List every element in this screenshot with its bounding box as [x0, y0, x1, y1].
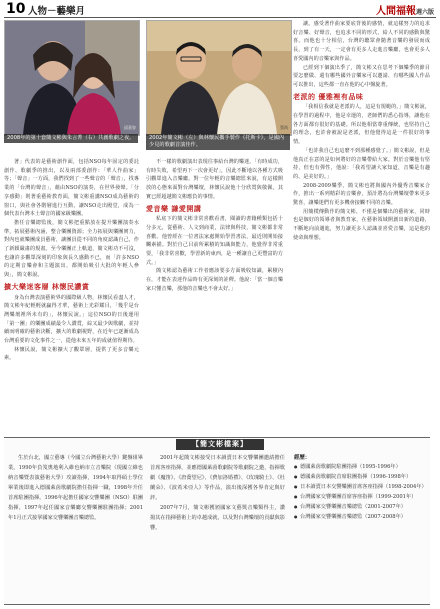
profile-box-title: 【簡文彬檔案】	[176, 439, 264, 450]
award-item: ● 台灣國家交響樂團首席客座指揮（1999-2001年）	[294, 492, 428, 502]
page-number: 10	[6, 1, 26, 17]
article-paragraph: 用簡樸傳動作的簡文彬，不僅是個樂出的藝術家，同時也是個好的領導者與教育家，在藝術領域開創出新的道路，不斷地向前邁進，努力讓更多人認識並喜愛音樂，這是他的使命與理想。	[293, 208, 430, 241]
awards-title: 經歷：	[294, 455, 311, 461]
award-item: ● 台灣國家交響樂團音樂總監（2001-2007年）	[294, 502, 428, 512]
article-paragraph: 簡文彬認為藝術工作者應該要多方面吸收知識，累積內在，才能在表達作品時有更深刻的詮釋。他說：「當一個音樂家只懂音樂，那他的音樂也不會太好。」	[146, 268, 283, 292]
photo-couple-illustration	[5, 21, 139, 135]
photo-credit: 邱嘉容	[124, 125, 136, 130]
photo-caption: 2002年簡文彬（左）與林懷民攜手製作《托斯卡》，是國內少見的歌劇首演佳作。	[146, 134, 290, 150]
photo-caption: 2008年的第十套簡文彬與朱言菁（右）共創歌劇之夜。	[4, 134, 138, 143]
article-paragraph: 著」代表的是藝術創作面，包括NSO每年固定的委託創作、歌劇季的推出，以及兩部委創作：「華人作曲家」等；「聲音」一方面，我們找到了一些聲音的「聲音」，找專業的「台灣的聲音」，藉由NSO的演奏，在世界發聲。「分享感動」則著重藝術教育面，簡文彬重講NSO成為藝術的窗口，與社會各階層進行互動，讓NSO走出殿堂，成為一個代表台灣本土聲音的國家級樂團。	[4, 159, 139, 218]
awards-list	[294, 462, 428, 522]
newspaper-edition: 週六版	[415, 9, 434, 16]
photo-two-men	[146, 20, 292, 136]
article-column-2	[146, 158, 283, 435]
photo-couple	[4, 20, 140, 136]
award-item: ● 台灣國家交響樂團音樂總監（2007-2008年）	[294, 512, 428, 522]
section-title: 人物－藝樂月	[28, 6, 86, 17]
profile-paragraph: 2001年起簡文彬接受日本讀賣日本交響樂團邀請擔任首席客座指揮，並應德國萊茵歌劇院等歌劇院之邀，指揮歌劇《魔笛》、《唐喬望尼》、《費加洛婚禮》、《玫瑰騎士》、《杜蘭朵》、《波希米亞人》等作品，演出後深獲各界肯定與好評。	[150, 455, 285, 501]
header-rule	[4, 17, 436, 18]
article-column-1	[4, 158, 139, 435]
newspaper-title: 人間福報	[375, 6, 416, 17]
article-paragraph: 林懷民說，簡文彬擴大了觀眾層，提供了更多音樂元素。	[4, 346, 139, 362]
article-paragraph: 不一樣的歌劇演出表現往事給台灣的樂迷。「有時成功，有時失敗，希望再下一次會更好」，因此不斷地以各種方式吸引觀眾進入音樂廳。對一位年輕的音樂總監來說，有這樣開放的心態來面對台灣樂壇，林懷民說他十分欣賞與敬佩，其實已經超越簡文彬應負的事情。	[146, 159, 283, 200]
article-paragraph: 「也許我自己也這麼不到那種感覺了。」簡文彬說，但是他真正在意的是如何將好的音樂帶給大家。對於音樂他有堅持，但也有彈性，他說：「我希望讓大家知道，音樂是有趣的、是美好的。」	[293, 147, 430, 180]
profile-awards-column	[294, 453, 428, 599]
profile-bio-column-1	[8, 453, 143, 599]
photo-credit: 蔡尚	[280, 125, 288, 130]
award-item: ● 德國萊茵歌劇院首席駐團指揮（1996-1998年）	[294, 472, 428, 482]
article-paragraph: 私底下的簡文彬非常喜歡看書，閱讀的書籍種類包括十分多元，從藝術、人文到商業，法律與科技，簡文彬都非常喜歡。他曾經在一位書法家處開始學習書法，最近則開始接觸素描。對於自己目前所累積的知識與能力，他覺得非常重要，「我非常喜歡，學習新的東西，是一種讓自己更豐富的方式。」	[146, 216, 283, 266]
article-paragraph: 讓。感受著作曲家要底背後的感情，就這樣努力的追求好音樂、好聲音，也追求不同的形式，給人不同的感動與驚喜。而他也十分相信，台灣的聽眾會隨著音樂的發展而成長，到了有一天，一定會有更多人走進音樂廳，也會更多人喜愛國內的音樂家與作品。	[293, 21, 430, 62]
section-subhead: 愛音樂 謙愛開講	[146, 204, 202, 213]
article-paragraph: 「我相信我就是老派的人，這是有規範的，」簡文彬說，在學習的過程中，他是幸運的，老師們的悉心指導，讓他在各方面都有很好的基礎。所以他相當尊重傳統，也堅持自己的理念，也許會被說是老派，但他覺得這是一件很好的事情。	[293, 104, 430, 146]
article-paragraph: 身為台灣表演藝術界的國際級人物，林懷民看盡人才，簡文彬年紀輕輕就贏得才華，藝術上光彩耀目，「幾乎是台灣樂壇裡所未有的」，林懷民說。」這位NSO的日後運用「第一團」的樂團成績最令人讚賞，綜又最少與歌劇，並持續而明確的藝術決斷，擴大的歌劇視野，在近年已逐漸成為台灣重要的文化事件之一，從他未來五年的成就值得期待。	[4, 294, 139, 345]
section-subhead: 老派的 優雅裡有品味	[293, 92, 364, 101]
section-subhead: 擴大樂迷客層 林懷民讚賞	[4, 282, 90, 291]
article-paragraph: 擔任音樂總監後，簡文彬把重點放在提升樂團演奏水準，拓展藝術內涵，整合樂團資源；全力拓展與樂團實力，對內也就樂團成員藝術，讓團員從不同的角度認識自己，作了新穎嚴肅的規畫。至今樂團正上軌道，簡文彬功不可沒，也讓許多觀眾深刻的印象與長久感動不已，而「許多NSO的定期音樂會和主題演出，都開始吸引大批的年輕人參與」，簡文彬說。	[4, 219, 139, 279]
profile-bio-column-2	[150, 453, 285, 599]
profile-paragraph: 生於台北，國立藝專（今國立台灣藝術大學）鍵盤組畢業。1990年負笈奧地利入維也納市立音樂院（現國立維也納音樂暨表演藝術大學）攻讀指揮，1994年取得碩士學位畢業後即進入德國萊茵歌劇院擔任指揮一職，1998年升任首席駐團指揮。1996年起擔任國家交響樂團（NSO）駐團指揮，1997年起任國家音樂廳交響樂團駐團指揮；2001年1月正式接掌國家交響樂團音樂總監。	[8, 455, 143, 521]
article-paragraph: 2008-2009樂季，簡文彬也將與國內外優秀音樂家合作，推出一系列精彩的音樂會，預計將為台灣樂壇帶來更多驚喜，讓樂迷們有更多機會接觸不同的音樂。	[293, 182, 430, 207]
article-paragraph: 已經到下個演出季了，簡文彬又在思考下個樂季的節目要怎麼做、還有哪些國外音樂家可以邀請、有哪些國人作品可以推出，這些都一直在他的心中盤旋著。	[293, 64, 430, 88]
newspaper-name	[376, 2, 434, 17]
award-item: ● 德國萊茵歌劇院駐團指揮（1995-1996年）	[294, 462, 428, 472]
article-column-3	[293, 20, 430, 435]
award-item: ● 日本讀賣日本交響樂團首席客座指揮（1998-2004年）	[294, 482, 428, 492]
photo-two-men-illustration	[147, 21, 291, 135]
profile-paragraph: 2007年7月，簡文彬獲頒國家文藝獎音樂類得主，讚揚其在指揮藝術上的卓越成就，以及對台灣樂壇的貢獻與影響。	[150, 505, 285, 531]
